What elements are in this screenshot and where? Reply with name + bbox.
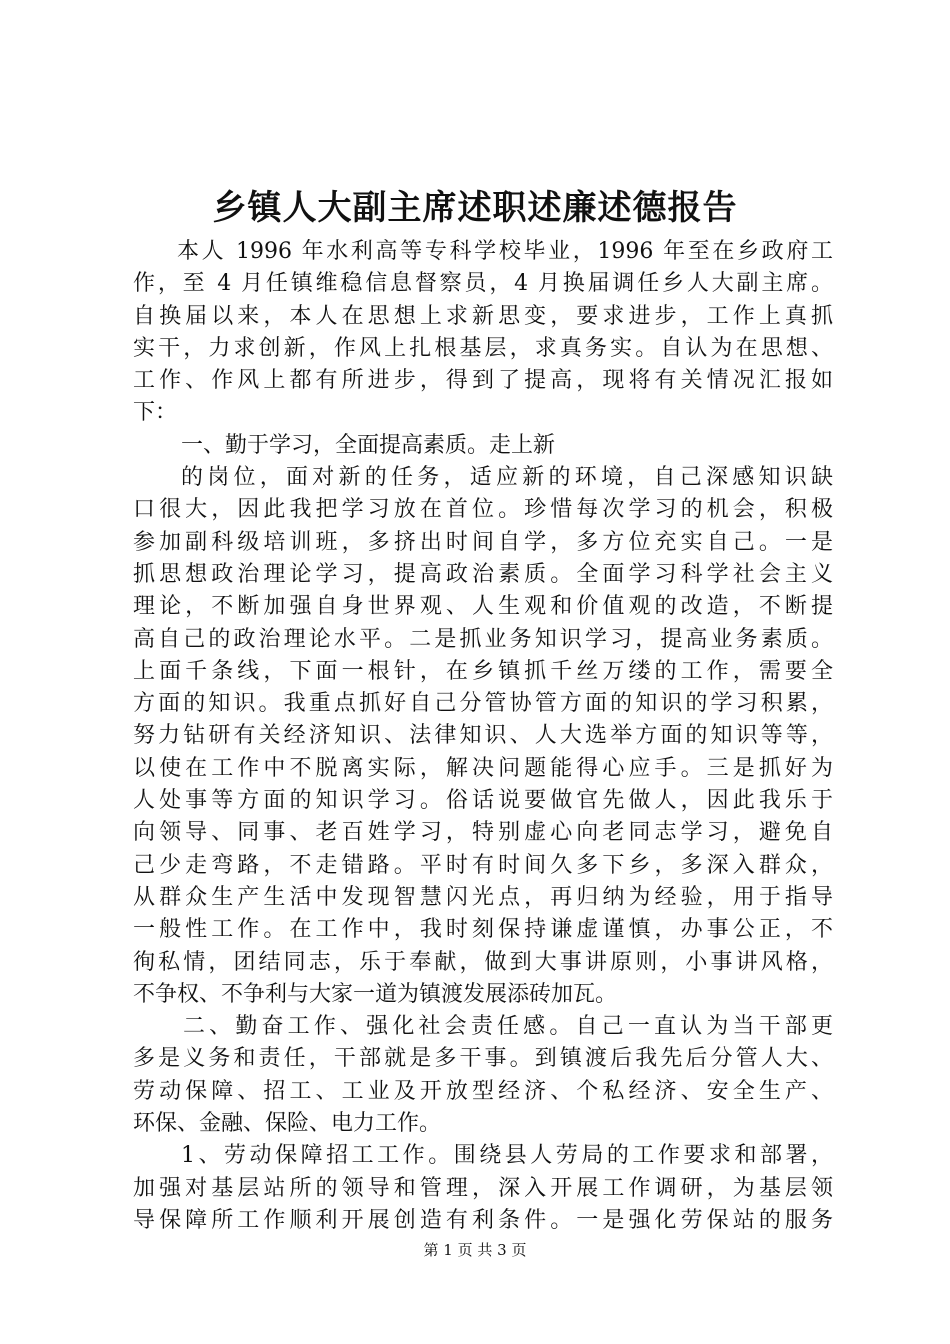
text-line: 徇私情，团结同志，乐于奉献，做到大事讲原则，小事讲风格，	[133, 949, 833, 975]
document-body	[133, 236, 833, 1237]
text-line: 上面千条线，下面一根针，在乡镇抓千丝万缕的工作，需要全	[133, 658, 833, 684]
text-line: 口很大，因此我把学习放在首位。珍惜每次学习的机会，积极	[133, 497, 833, 523]
text-line: 己少走弯路，不走错路。平时有时间久多下乡，多深入群众，	[133, 852, 833, 878]
text-line: 二、勤奋工作、强化社会责任感。自己一直认为当干部更	[183, 1014, 833, 1040]
text-line: 人处事等方面的知识学习。俗话说要做官先做人，因此我乐于	[133, 788, 833, 814]
text-line: 多是义务和责任，干部就是多干事。到镇渡后我先后分管人大、	[133, 1046, 833, 1072]
text-line: 导保障所工作顺利开展创造有利条件。一是强化劳保站的服务	[133, 1207, 833, 1233]
text-line: 下：	[133, 400, 178, 426]
text-line: 环保、金融、保险、电力工作。	[133, 1111, 442, 1137]
text-line: 1、劳动保障招工工作。围绕县人劳局的工作要求和部署，	[181, 1143, 833, 1169]
text-line: 本人 1996 年水利高等专科学校毕业，1996 年至在乡政府工	[177, 239, 833, 264]
text-line: 高自己的政治理论水平。二是抓业务知识学习，提高业务素质。	[133, 626, 833, 652]
text-line: 参加副科级培训班，多挤出时间自学，多方位充实自己。一是	[133, 529, 833, 555]
text-line: 方面的知识。我重点抓好自己分管协管方面的知识的学习积累，	[133, 691, 833, 717]
text-line: 实干，力求创新，作风上扎根基层，求真务实。自认为在思想、	[133, 335, 833, 361]
text-line: 一、勤于学习，全面提高素质。走上新	[181, 432, 556, 458]
document-title: 乡镇人大副主席述职述廉述德报告	[212, 188, 738, 228]
text-line: 不争权、不争利与大家一道为镇渡发展添砖加瓦。	[133, 981, 618, 1007]
text-line: 理论，不断加强自身世界观、人生观和价值观的改造，不断提	[133, 594, 833, 620]
text-line: 努力钻研有关经济知识、法律知识、人大选举方面的知识等等，	[133, 723, 833, 749]
text-line: 向领导、同事、老百姓学习，特别虚心向老同志学习，避免自	[133, 820, 833, 846]
text-line: 的岗位，面对新的任务，适应新的环境，自己深感知识缺	[181, 465, 833, 491]
text-line: 工作、作风上都有所进步，得到了提高，现将有关情况汇报如	[133, 368, 833, 394]
text-line: 自换届以来，本人在思想上求新思变，要求进步，工作上真抓	[133, 303, 833, 329]
text-line: 一般性工作。在工作中，我时刻保持谦虚谨慎，办事公正，不	[133, 917, 833, 943]
text-line: 劳动保障、招工、工业及开放型经济、个私经济、安全生产、	[133, 1078, 833, 1104]
text-line: 抓思想政治理论学习，提高政治素质。全面学习科学社会主义	[133, 561, 833, 587]
page-footer: 第 1 页 共 3 页	[423, 1241, 527, 1259]
text-line: 以使在工作中不脱离实际，解决问题能得心应手。三是抓好为	[133, 755, 833, 781]
text-line: 作，至 4 月任镇维稳信息督察员，4 月换届调任乡人大副主席。	[133, 271, 833, 297]
text-line: 加强对基层站所的领导和管理，深入开展工作调研，为基层领	[133, 1175, 833, 1201]
text-line: 从群众生产生活中发现智慧闪光点，再归纳为经验，用于指导	[133, 884, 833, 910]
